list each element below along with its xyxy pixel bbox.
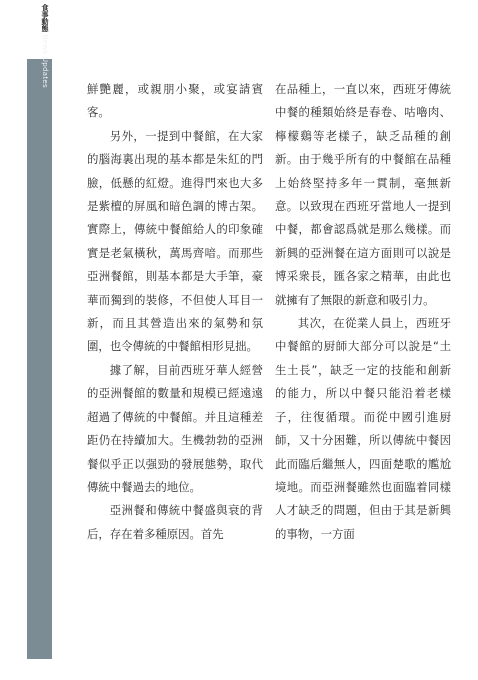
article-column-right <box>275 78 451 546</box>
section-label <box>28 4 50 88</box>
sidebar-band <box>27 59 52 659</box>
paragraph: 據了解，目前西班牙華人經營的亞洲餐館的數量和規模已經遠遠超過了傳統的中餐館。并且這種差距仍在持續加大。生機勃勃的亞洲餐似乎正以强勁的發展態勢，取代傳統中餐過去的地位。 <box>87 362 263 494</box>
paragraph: 亞洲餐和傳統中餐盛與衰的背后，存在着多種原因。首先 <box>87 503 263 541</box>
paragraph: 鮮艷麗，或親朋小聚，或宴請賓客。 <box>87 82 263 120</box>
paragraph: 其次，在從業人員上，西班牙中餐館的厨師大部分可以說是“土生土長”，缺乏一定的技能和創新的能力，所以中餐只能沿着老樣子，往復循環。而從中國引進厨師，又十分困難，所以傳統中餐因此而臨后繼無人，四面楚歌的尷尬境地。而亞洲餐雖然也面臨着同樣人才缺乏的問題，但由于其是新興的事物，一方面 <box>275 316 451 541</box>
article-column-left <box>87 78 263 546</box>
paragraph: 另外，一提到中餐館，在大家的腦海裏出現的基本都是朱紅的門臉，低懸的紅燈。進得門來也大多是紫檀的屏風和暗色調的博古架。實際上，傳統中餐館給人的印象確實是老氣橫秋，萬馬齊喑。而那些亞洲餐館，則基本都是大手筆，豪華而獨到的裝修，不但使人耳目一新，而且其營造出來的氣勢和氛圍，也令傳統的中餐館相形見拙。 <box>87 128 263 354</box>
paragraph: 在品種上，一直以來，西班牙傳統中餐的種類始終是春卷、咕嚕肉、檸檬鷄等老樣子，缺乏品種的創新。由于幾乎所有的中餐館在品種上始終堅持多年一貫制，毫無新意。以致現在西班牙當地人一提到中餐，都會認爲就是那么幾樣。而新興的亞洲餐在這方面則可以說是博采衆長，匯各家之精華，由此也就擁有了無限的新意和吸引力。 <box>275 82 451 307</box>
section-title-zh: 食事動態 <box>41 4 49 32</box>
section-title-en: News Updates <box>41 34 49 88</box>
